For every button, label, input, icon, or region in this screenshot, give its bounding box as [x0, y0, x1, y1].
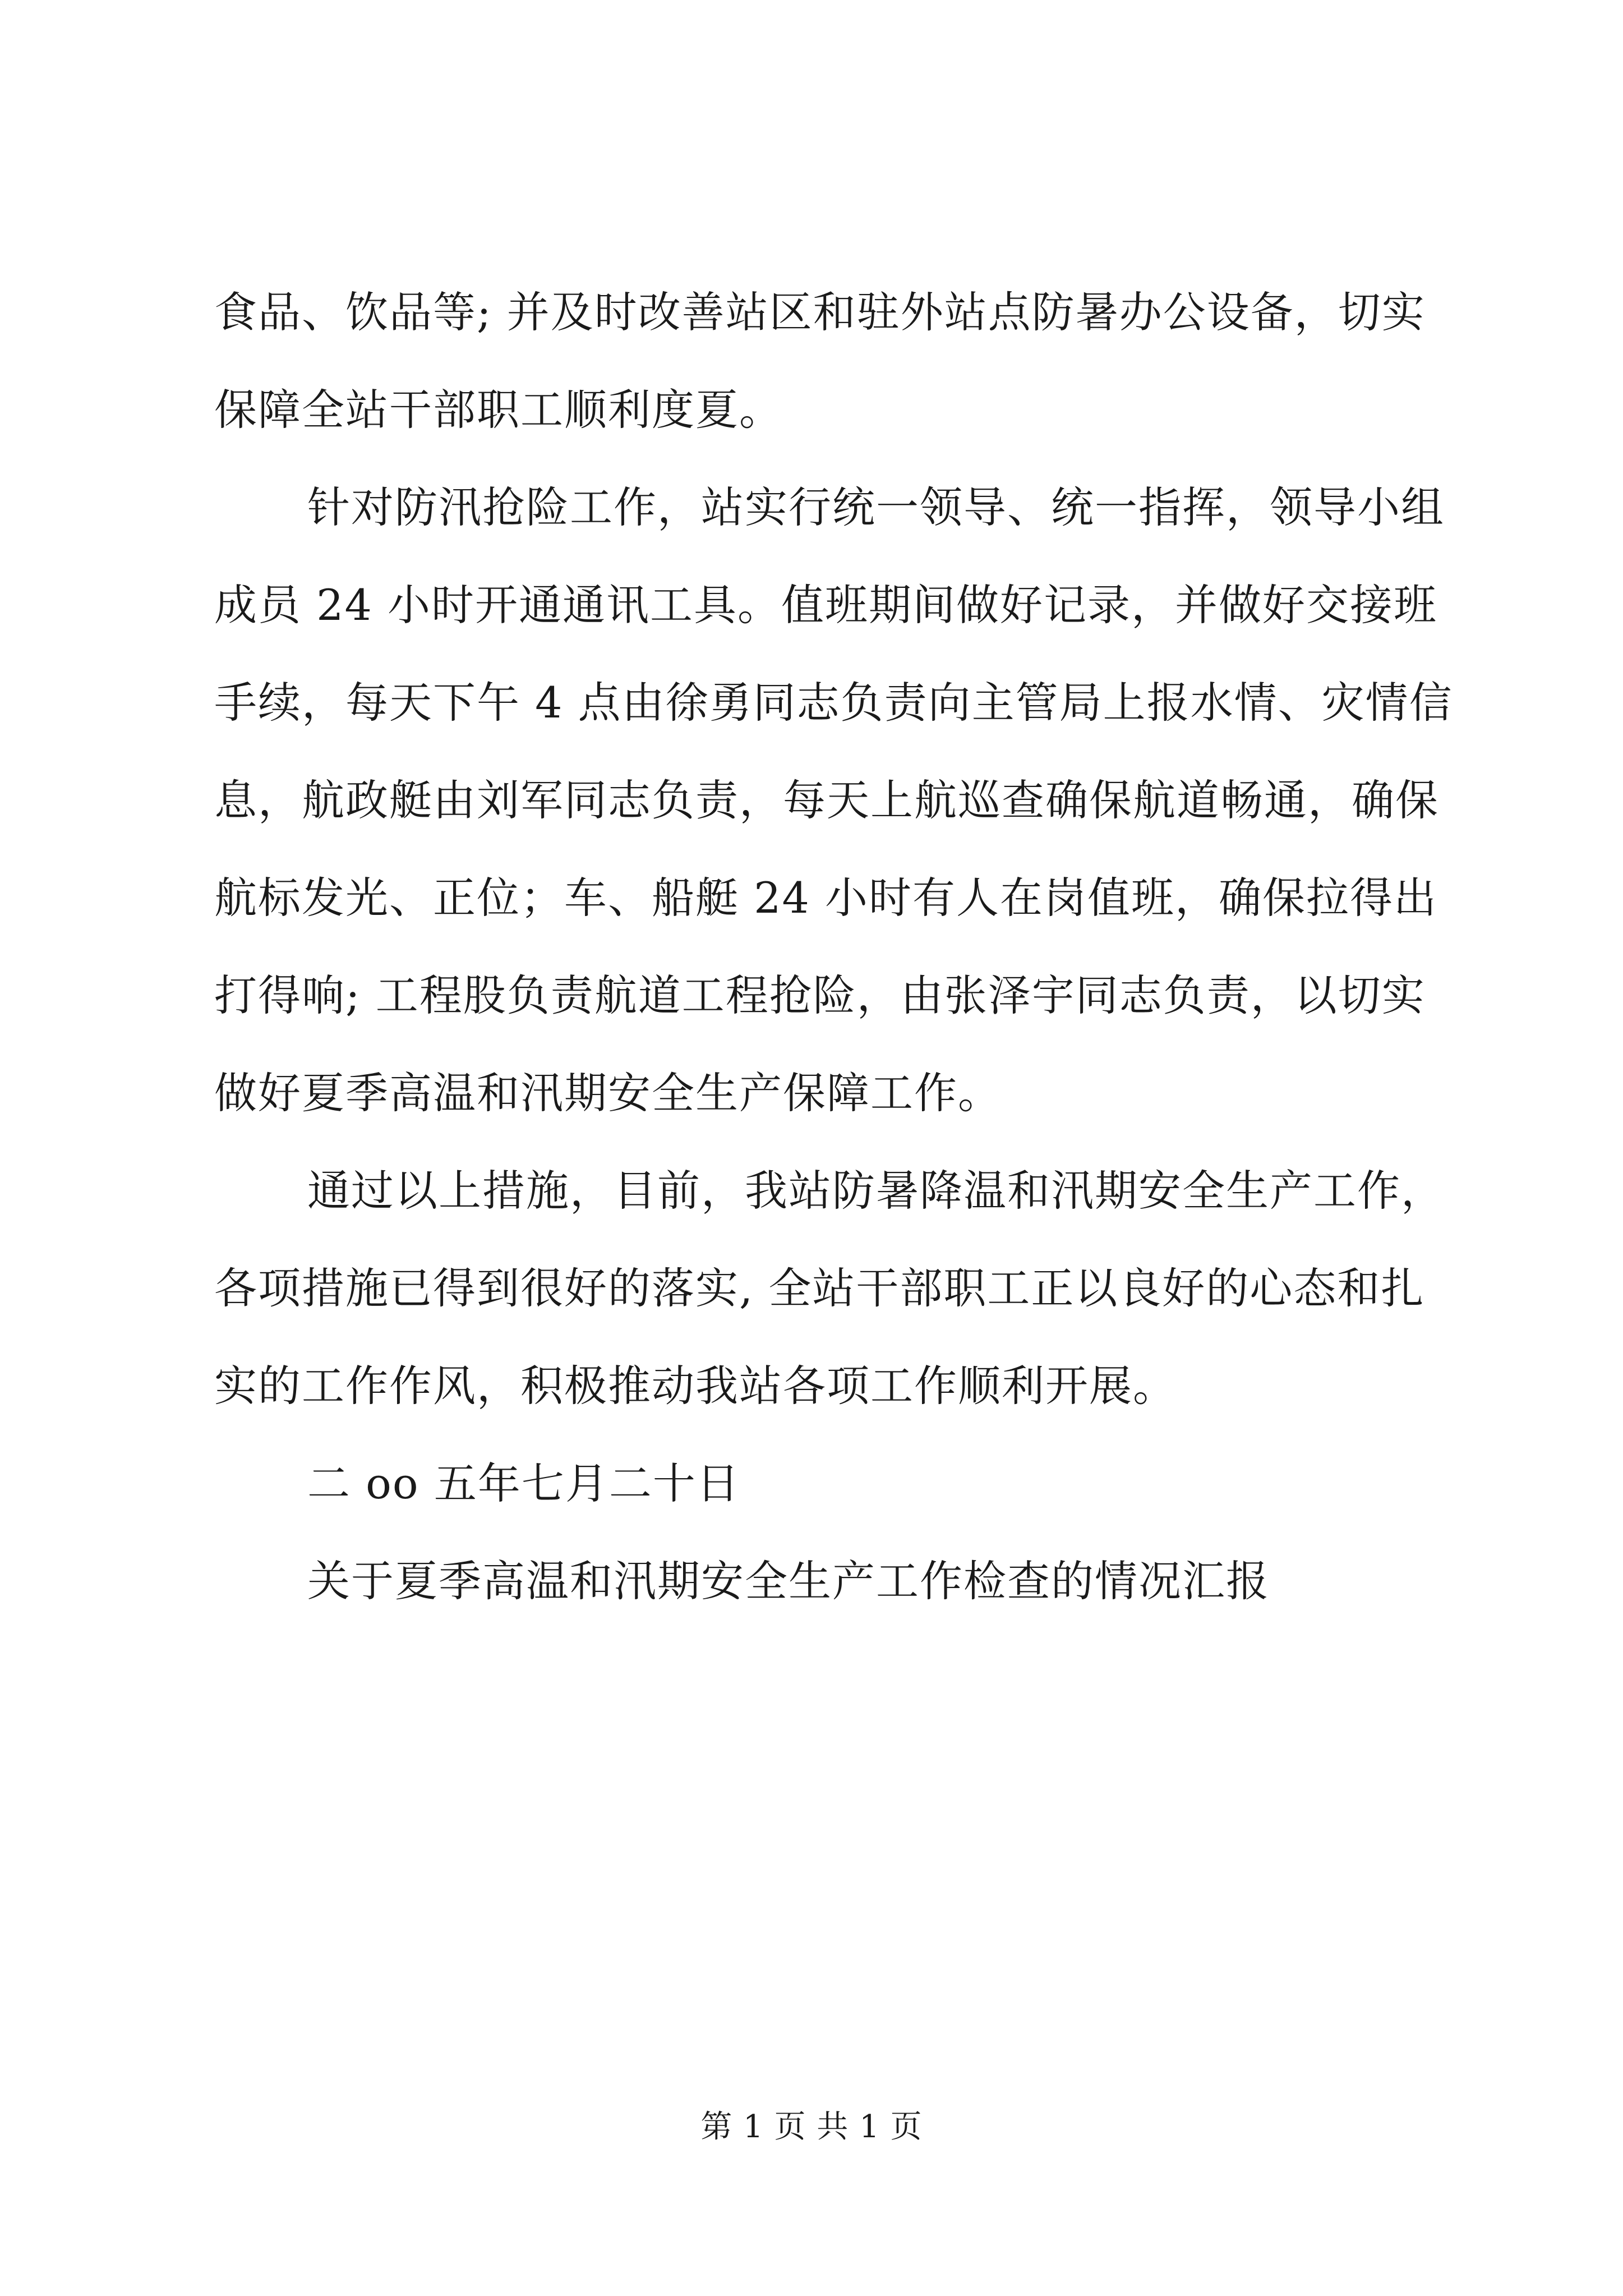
- body-line-6: 息，航政艇由刘军同志负责，每天上航巡查确保航道畅通，确保: [214, 775, 1439, 825]
- document-title-line: 关于夏季高温和汛期安全生产工作检查的情况汇报: [307, 1556, 1270, 1606]
- body-line-12: 实的工作作风，积极推动我站各项工作顺利开展。: [214, 1361, 1177, 1411]
- paragraph-conclusion-start: 通过以上措施，目前，我站防暑降温和汛期安全生产工作，: [307, 1166, 1445, 1216]
- body-line-11: 各项措施已得到很好的落实, 全站干部职工正以良好的心态和扎: [214, 1263, 1425, 1313]
- body-line-8: 打得响; 工程股负责航道工程抢险，由张泽宇同志负责，以切实: [214, 970, 1426, 1020]
- document-date: 二 oo 五年七月二十日: [307, 1458, 740, 1508]
- paragraph-flood-control-start: 针对防汛抢险工作，站实行统一领导、统一指挥，领导小组: [307, 482, 1445, 532]
- body-line-9: 做好夏季高温和汛期安全生产保障工作。: [214, 1068, 1002, 1118]
- body-line-2: 保障全站干部职工顺利度夏。: [214, 385, 783, 435]
- page-number-footer: 第 1 页 共 1 页: [700, 2109, 923, 2145]
- body-line-1: 食品、饮品等; 并及时改善站区和驻外站点防暑办公设备，切实: [214, 287, 1426, 337]
- body-line-4: 成员 24 小时开通通讯工具。值班期间做好记录，并做好交接班: [214, 580, 1438, 630]
- body-line-7: 航标发光、正位；车、船艇 24 小时有人在岗值班，确保拉得出: [214, 873, 1438, 923]
- body-line-5: 手续，每天下午 4 点由徐勇同志负责向主管局上报水情、灾情信: [214, 678, 1453, 728]
- document-body: [214, 264, 1453, 1630]
